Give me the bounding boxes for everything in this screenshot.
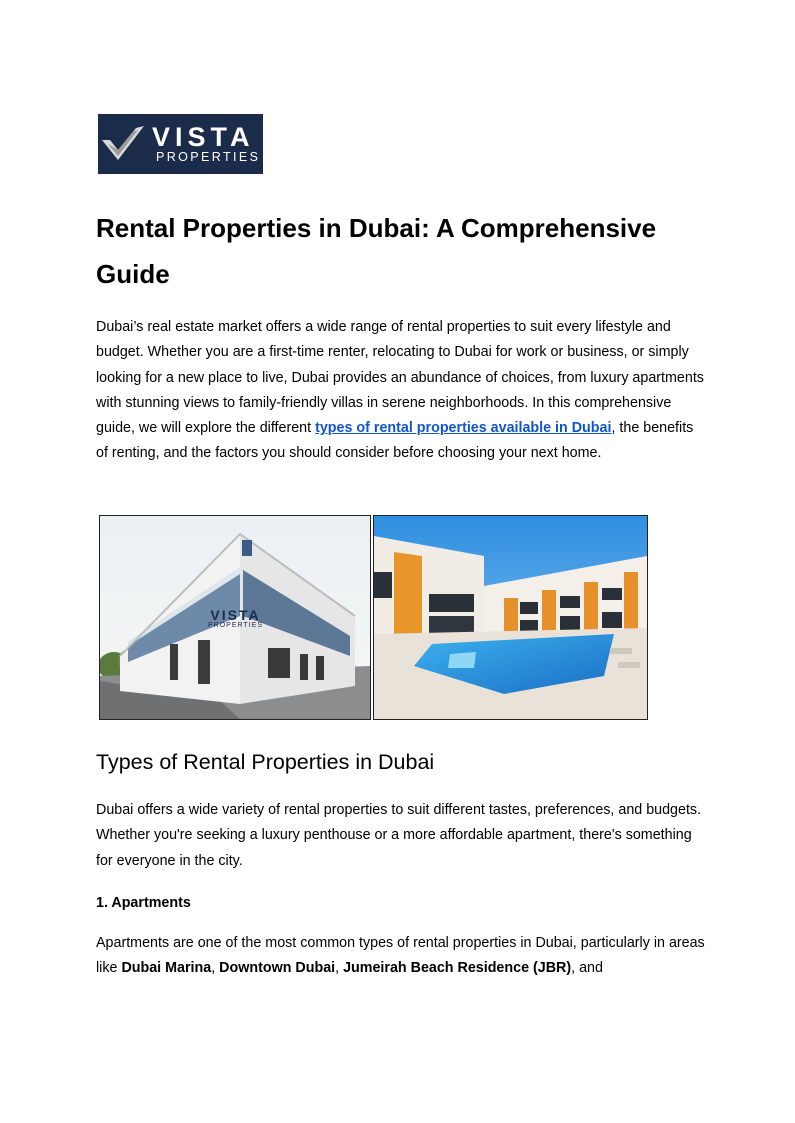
vista-properties-logo [98, 114, 263, 174]
area-dubai-marina: Dubai Marina [121, 960, 212, 977]
intro-paragraph [96, 315, 706, 467]
apartments-text-2: , and [571, 960, 603, 977]
intro-text-before-link: Dubai’s real estate market offers a wide range of rental properties to suit every lifestyle and budget. Whether you are a first-time renter, relocating to Dubai for work or business, or simply looking for a new place to live, Dubai provides an abundance of choices, from luxury apartments with stunning views to family-friendly villas in serene neighborhoods. In this comprehensive guide, we will explore the different [96, 319, 704, 437]
area-downtown-dubai: Downtown Dubai [219, 960, 336, 977]
building-sign-sub: PROPERTIES [208, 622, 263, 629]
warehouse-building-photo [99, 515, 371, 720]
checkmark-logo-icon [98, 120, 148, 168]
page-title: Rental Properties in Dubai: A Comprehensive Guide [96, 213, 657, 289]
apartments-text-1: Apartments are one of the most common types of rental properties in Dubai, particularly in areas like [96, 935, 705, 977]
separator: , [335, 960, 344, 977]
apartments-subheading: 1. Apartments [96, 895, 191, 911]
logo-main-text: VISTA [152, 122, 255, 152]
intro-text-after-link: , the benefits of renting, and the factors you should consider before choosing your next home. [96, 420, 694, 462]
building-sign-main: VISTA [210, 607, 261, 623]
section-heading: Types of Rental Properties in Dubai [96, 750, 435, 774]
logo-sub-text: PROPERTIES [156, 150, 261, 164]
section-paragraph: Dubai offers a wide variety of rental properties to suit different tastes, preferences, and budgets. Whether you're seeking a luxury penthouse or a more affordable apartment, there's something for everyone in the city. [96, 802, 702, 869]
apartments-paragraph [96, 931, 706, 982]
pool-townhouses-photo [373, 515, 648, 720]
area-jbr: Jumeirah Beach Residence (JBR) [343, 960, 572, 977]
building-sign [208, 608, 263, 630]
separator: , [211, 960, 220, 977]
rental-types-link[interactable]: types of rental properties available in Dubai [315, 420, 612, 437]
